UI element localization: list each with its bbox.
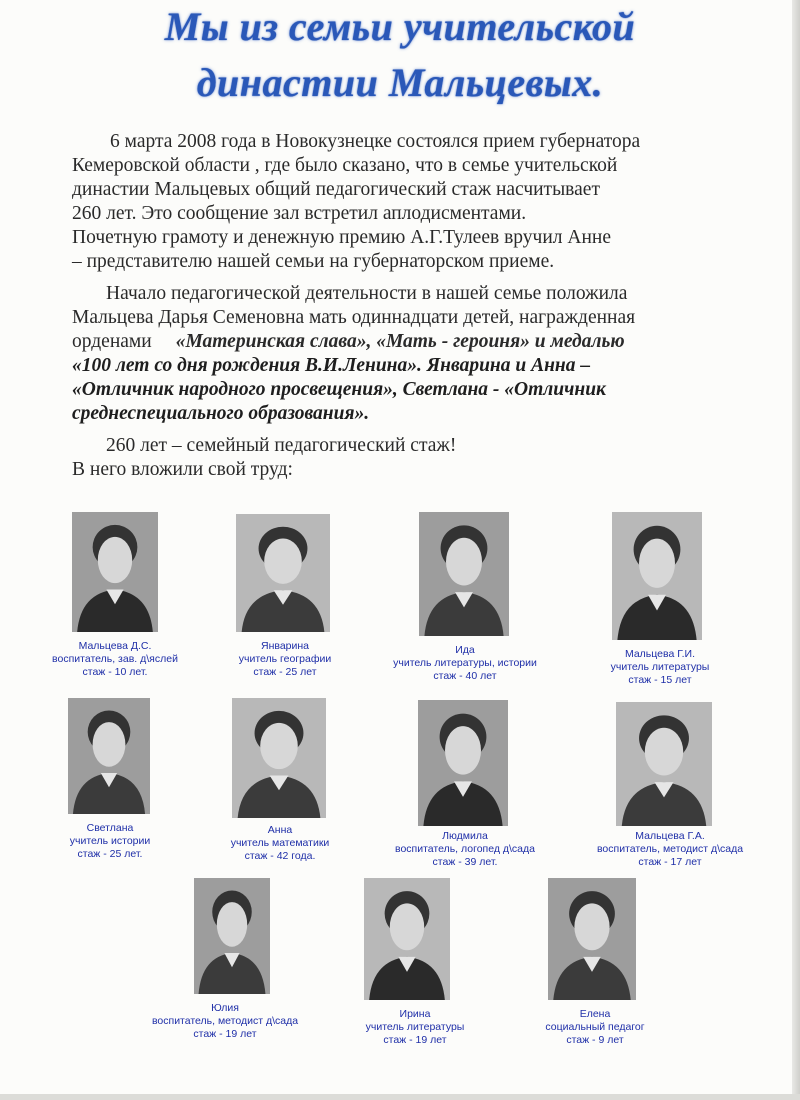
caption-role: воспитатель, зав. д\яслей xyxy=(52,653,178,665)
caption-person xyxy=(580,648,740,687)
caption-name: Мальцева Д.С. xyxy=(78,640,152,652)
text-line: Кемеровской области , где было сказано, что в семье учительской xyxy=(72,155,618,176)
text-line: Почетную грамоту и денежную премию А.Г.Тулеев вручил Анне xyxy=(72,227,611,248)
text-line-bold: среднеспециального образования». xyxy=(72,403,370,424)
caption-role: воспитатель, методист д\сада xyxy=(596,843,744,855)
caption-name: Светлана xyxy=(86,822,134,834)
caption-person xyxy=(375,830,555,869)
caption-person xyxy=(200,824,360,863)
portrait-photo xyxy=(419,512,509,636)
caption-experience: стаж - 25 лет xyxy=(253,666,317,678)
text-line-bold: «Отличник народного просвещения», Светлана - «Отличник xyxy=(72,379,606,400)
caption-person xyxy=(330,1008,500,1047)
title-line-1: Мы из семьи учительской xyxy=(164,4,636,49)
caption-person xyxy=(30,640,200,679)
caption-name: Юлия xyxy=(211,1002,239,1014)
caption-experience: стаж - 25 лет. xyxy=(77,848,143,860)
caption-person xyxy=(370,644,560,683)
caption-role: воспитатель, логопед д\сада xyxy=(395,843,535,855)
portrait-photo xyxy=(232,698,326,818)
caption-role: учитель истории xyxy=(69,835,151,847)
text-line: 260 лет. Это сообщение зал встретил аплодисментами. xyxy=(72,203,527,224)
portrait-photo xyxy=(72,512,158,632)
text-line: Мальцева Дарья Семеновна мать одиннадцати детей, награжденная xyxy=(72,307,636,328)
text-line: В него вложили свой труд: xyxy=(72,459,293,480)
caption-experience: стаж - 19 лет xyxy=(193,1028,257,1040)
caption-experience: стаж - 10 лет. xyxy=(82,666,148,678)
caption-person xyxy=(580,830,760,869)
caption-name: Ирина xyxy=(399,1008,431,1020)
caption-experience: стаж - 17 лет xyxy=(638,856,702,868)
caption-role: учитель литературы xyxy=(610,661,710,673)
caption-experience: стаж - 40 лет xyxy=(433,670,497,682)
caption-person xyxy=(35,822,185,861)
page-edge-shadow xyxy=(792,0,800,1100)
caption-role: учитель литературы, истории xyxy=(393,657,537,669)
text-line: – представителю нашей семьи на губернаторском приеме. xyxy=(72,251,555,272)
portrait-photo xyxy=(612,512,702,640)
portrait-photo xyxy=(548,878,636,1000)
text-line: династии Мальцевых общий педагогический стаж насчитывает xyxy=(72,179,600,200)
caption-person xyxy=(125,1002,325,1041)
portrait-photo xyxy=(616,702,712,826)
caption-experience: стаж - 39 лет. xyxy=(432,856,498,868)
caption-name: Ида xyxy=(455,644,475,656)
portrait-photo xyxy=(68,698,150,814)
caption-role: учитель литературы xyxy=(365,1021,465,1033)
text-line: 6 марта 2008 года в Новокузнецке состоялся прием губернатора xyxy=(110,131,641,152)
caption-name: Мальцева Г.А. xyxy=(635,830,705,842)
text-line: 260 лет – семейный педагогический стаж! xyxy=(106,435,457,456)
text-line-bold: «100 лет со дня рождения В.И.Ленина». Январина и Анна – xyxy=(72,355,591,376)
portrait-photo xyxy=(364,878,450,1000)
caption-experience: стаж - 9 лет xyxy=(566,1034,624,1046)
caption-name: Анна xyxy=(267,824,293,836)
caption-experience: стаж - 19 лет xyxy=(383,1034,447,1046)
caption-experience: стаж - 15 лет xyxy=(628,674,692,686)
caption-role: учитель математики xyxy=(230,837,330,849)
text-bold-italic: «Материнская слава», «Мать - героиня» и медалью xyxy=(175,331,625,352)
text-line-awards xyxy=(72,330,625,354)
caption-name: Людмила xyxy=(442,830,488,842)
caption-role: социальный педагог xyxy=(545,1021,645,1033)
text-line: Начало педагогической деятельности в нашей семье положила xyxy=(106,283,628,304)
page-bottom-edge xyxy=(0,1094,800,1100)
caption-name: Январина xyxy=(260,640,310,652)
caption-experience: стаж - 42 года. xyxy=(244,850,316,862)
caption-person xyxy=(510,1008,680,1047)
portrait-photo xyxy=(236,514,330,632)
portrait-photo xyxy=(194,878,270,994)
text-plain: орденами xyxy=(72,331,152,352)
portrait-photo xyxy=(418,700,508,826)
title-line-2: династии Мальцевых. xyxy=(196,60,604,105)
caption-name: Елена xyxy=(579,1008,611,1020)
caption-person xyxy=(205,640,365,679)
caption-role: воспитатель, методист д\сада xyxy=(151,1015,299,1027)
caption-name: Мальцева Г.И. xyxy=(624,648,696,660)
caption-role: учитель географии xyxy=(238,653,332,665)
